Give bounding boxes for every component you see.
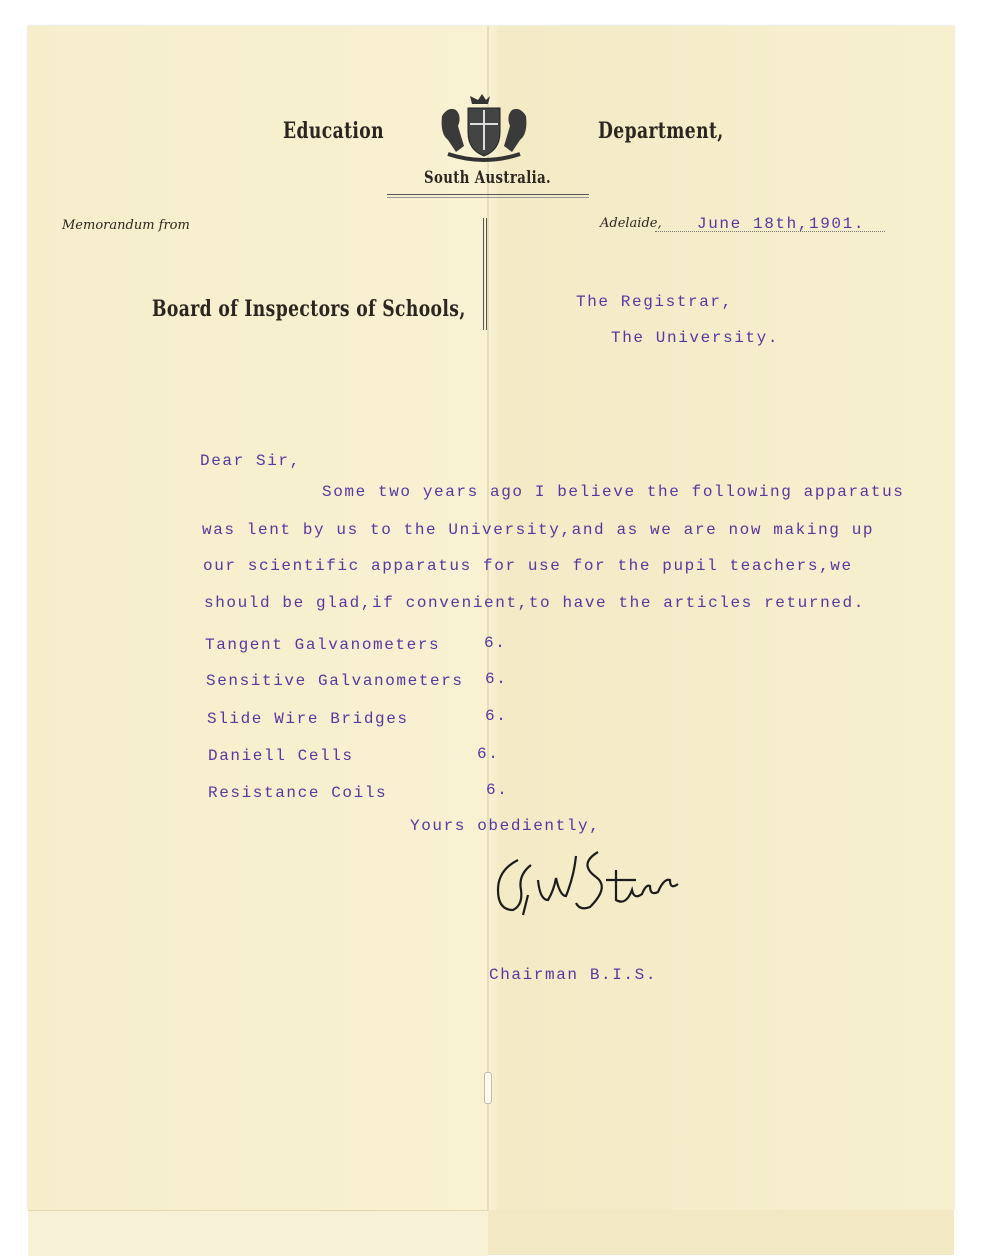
divider-line (483, 218, 484, 330)
body-line: our scientific apparatus for use for the pupil teachers,we (203, 557, 853, 575)
item-qty: 6. (477, 745, 500, 763)
letterhead-rule-2 (387, 197, 589, 198)
signatory-title: Chairman B.I.S. (489, 966, 658, 984)
city-label: Adelaide, (600, 216, 662, 231)
body-line: Some two years ago I believe the following apparatus (322, 483, 905, 501)
item-name: Slide Wire Bridges (207, 710, 409, 728)
punch-hole (484, 1072, 492, 1104)
letter-date: June 18th,1901. (697, 215, 866, 233)
salutation: Dear Sir, (200, 452, 301, 470)
item-qty: 6. (485, 670, 508, 688)
memo-label: Memorandum from (62, 218, 190, 233)
item-name: Daniell Cells (208, 747, 354, 765)
lower-sheet-edge-right (488, 1210, 954, 1255)
item-qty: 6. (485, 707, 508, 725)
letter-sheet (28, 26, 954, 1210)
body-line: was lent by us to the University,and as we are now making up (202, 521, 875, 539)
item-name: Tangent Galvanometers (205, 636, 441, 654)
lower-sheet-edge (28, 1210, 488, 1256)
letterhead-education: Education (283, 118, 385, 144)
signature (488, 840, 708, 930)
body-line: should be glad,if convenient,to have the articles returned. (204, 594, 865, 612)
recipient-line-1: The Registrar, (576, 293, 733, 311)
closing: Yours obediently, (410, 817, 601, 835)
item-qty: 6. (486, 781, 509, 799)
from-organisation: Board of Inspectors of Schools, (152, 296, 466, 322)
letterhead-subtitle: South Australia. (424, 168, 552, 188)
recipient-line-2: The University. (611, 329, 780, 347)
letterhead-department: Department, (598, 118, 724, 144)
divider-line-2 (486, 218, 487, 330)
item-name: Resistance Coils (208, 784, 388, 802)
item-qty: 6. (484, 634, 507, 652)
item-name: Sensitive Galvanometers (206, 672, 464, 690)
fold-line (487, 26, 489, 1210)
coat-of-arms-icon (432, 92, 536, 164)
letterhead-rule (387, 194, 589, 195)
